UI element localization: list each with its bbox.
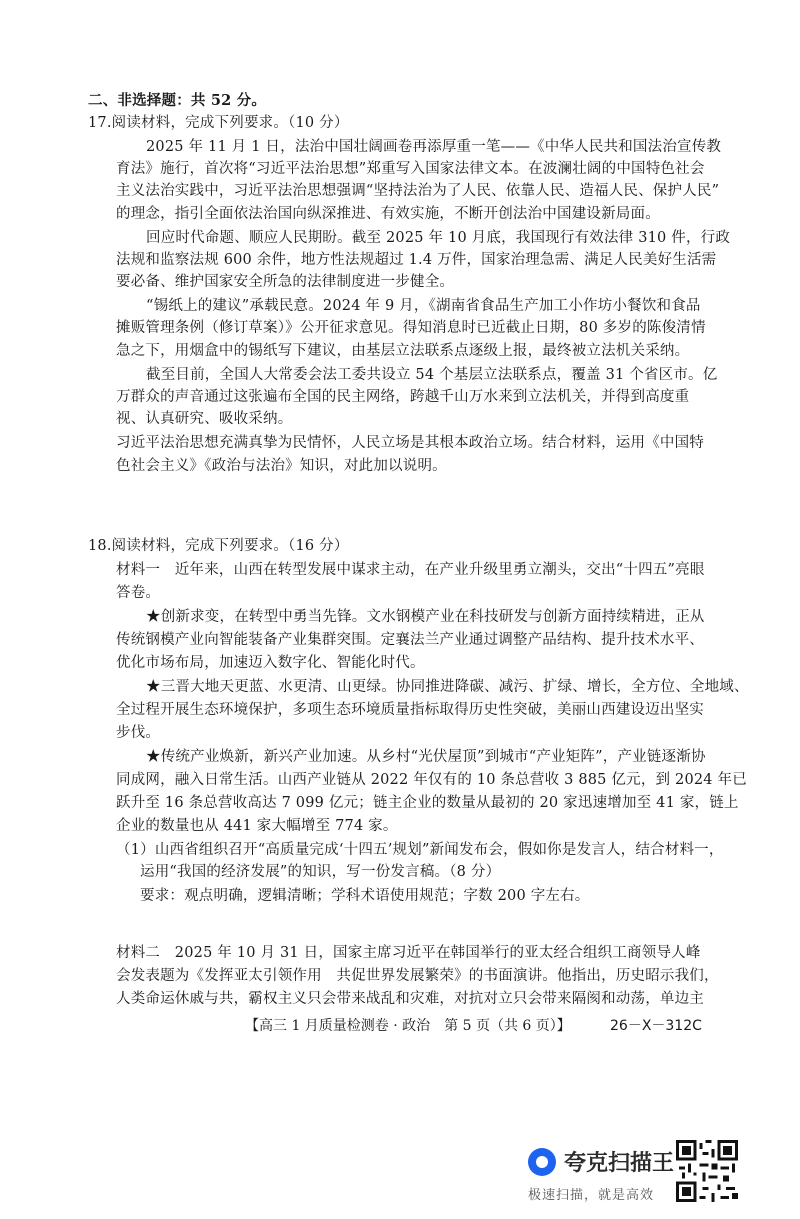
- text-line: 17.阅读材料，完成下列要求。（10 分）: [88, 115, 349, 131]
- text-line: 万群众的声音通过这张遍布全国的民主网络，跨越千山万水来到立法机关，并得到高度重: [116, 389, 690, 405]
- text-line: 跃升至 16 条总营收高达 7 099 亿元；链主企业的数量从最初的 20 家迅速增加至 41 家，链上: [116, 795, 739, 811]
- text-line: 的理念，指引全面依法治国向纵深推进、有效实施，不断开创法治中国建设新局面。: [116, 206, 660, 222]
- text-line: 急之下，用烟盒中的锡纸写下建议，由基层立法联系点逐级上报，最终被立法机关采纳。: [116, 343, 690, 359]
- text-line: 回应时代命题、顺应人民期盼。截至 2025 年 10 月底，我国现行有效法律 310 件，行政: [146, 230, 731, 246]
- text-line: 全过程开展生态环境保护，多项生态环境质量指标取得历史性突破，美丽山西建设迈出坚实: [116, 702, 704, 718]
- text-line: 二、非选择题：共 52 分。: [88, 92, 267, 109]
- footer-code: 26－X－312C: [610, 1018, 702, 1034]
- watermark-slogan: 极速扫描，就是高效: [528, 1188, 655, 1203]
- text-line: 要求：观点明确，逻辑清晰；学科术语使用规范；字数 200 字左右。: [140, 888, 590, 904]
- text-line: 截至目前，全国人大常委会法工委共设立 54 个基层立法联系点，覆盖 31 个省区市。亿: [146, 367, 718, 383]
- text-line: 视、认真研究、吸收采纳。: [116, 411, 293, 427]
- text-line: 会发表题为《发挥亚太引领作用 共促世界发展繁荣》的书面演讲。他指出，历史昭示我们，: [116, 968, 719, 984]
- text-line: 材料二 2025 年 10 月 31 日，国家主席习近平在韩国举行的亚太经合组织工商领导人峰: [116, 945, 701, 961]
- text-line: 18.阅读材料，完成下列要求。（16 分）: [88, 538, 349, 554]
- text-line: ★传统产业焕新，新兴产业加速。从乡村“光伏屋顶”到城市“产业矩阵”，产业链逐渐协: [146, 749, 706, 765]
- footer-title: 【高三 1 月质量检测卷 · 政治 第 5 页（共 6 页）】: [245, 1018, 571, 1034]
- text-line: 要必备、维护国家安全所急的法律制度进一步健全。: [116, 274, 455, 290]
- qr-code-icon: [676, 1140, 738, 1202]
- text-line: 人类命运休戚与共，霸权主义只会带来战乱和灾难，对抗对立只会带来隔阂和动荡，单边主: [116, 991, 704, 1007]
- page-footer: [245, 1016, 765, 1036]
- scanner-watermark: [528, 1140, 738, 1210]
- text-line: 主义法治实践中，习近平法治思想强调“坚持法治为了人民、依靠人民、造福人民、保护人民”: [116, 183, 720, 199]
- text-line: 传统钢模产业向智能装备产业集群突围。定襄法兰产业通过调整产品结构、提升技术水平、: [116, 632, 704, 648]
- text-line: 运用“我国的经济发展”的知识，写一份发言稿。（8 分）: [140, 864, 501, 880]
- text-line: 答卷。: [116, 585, 161, 601]
- watermark-brand: 夸克扫描王: [564, 1151, 675, 1176]
- text-line: 步伐。: [116, 725, 161, 741]
- text-line: ★三晋大地天更蓝、水更清、山更绿。协同推进降碳、减污、扩绿、增长，全方位、全地域、: [146, 679, 749, 695]
- text-line: （1）山西省组织召开“高质量完成‘十四五’规划”新闻发布会，假如你是发言人，结合材料一，: [116, 842, 724, 858]
- text-line: 优化市场布局，加速迈入数字化、智能化时代。: [116, 655, 425, 671]
- text-line: 习近平法治思想充满真挚为民情怀，人民立场是其根本政治立场。结合材料，运用《中国特: [116, 435, 704, 451]
- text-line: 色社会主义》《政治与法治》知识，对此加以说明。: [116, 458, 447, 474]
- text-line: 育法》施行，首次将“习近平法治思想”郑重写入国家法律文本。在波澜壮阔的中国特色社会: [116, 161, 705, 177]
- text-line: ★创新求变，在转型中勇当先锋。文水钢模产业在科技研发与创新方面持续精进，正从: [146, 609, 705, 625]
- text-line: “锡纸上的建议”承载民意。2024 年 9 月，《湖南省食品生产加工小作坊小餐饮和食品: [146, 298, 701, 314]
- text-line: 摊贩管理条例（修订草案）》公开征求意见。得知消息时已近截止日期，80 多岁的陈俊清情: [116, 320, 706, 336]
- text-line: 法规和监察法规 600 余件，地方性法规超过 1.4 万件，国家治理急需、满足人民美好生活需: [116, 252, 717, 268]
- text-line: 企业的数量也从 441 家大幅增至 774 家。: [116, 818, 398, 834]
- text-line: 同成网，融入日常生活。山西产业链从 2022 年仅有的 10 条总营收 3 885 亿元，到 2024 年已: [116, 772, 747, 788]
- quark-logo-icon: [528, 1148, 556, 1176]
- text-line: 2025 年 11 月 1 日，法治中国壮阔画卷再添厚重一笔——《中华人民共和国法治宣传教: [146, 139, 722, 155]
- text-line: 材料一 近年来，山西在转型发展中谋求主动，在产业升级里勇立潮头，交出“十四五”亮眼: [116, 562, 705, 578]
